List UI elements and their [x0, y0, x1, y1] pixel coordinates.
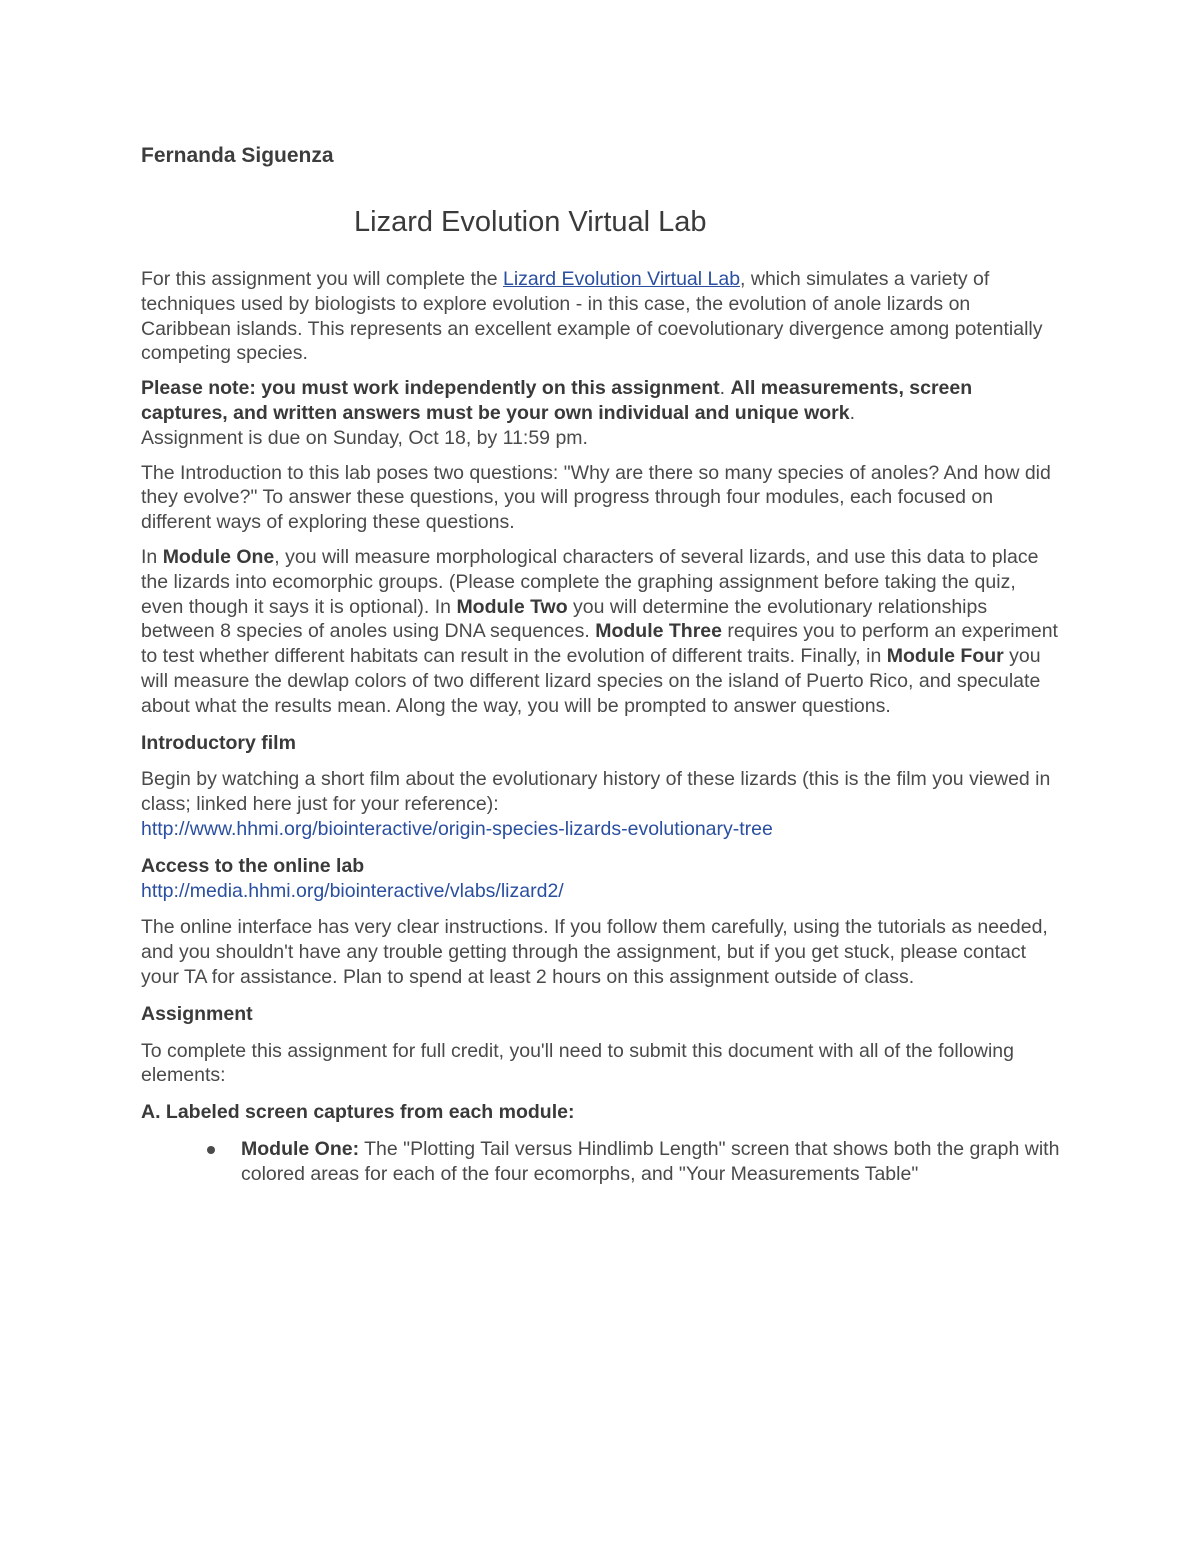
modules-text-1: In	[141, 545, 163, 568]
film-text: Begin by watching a short film about the evolutionary history of these lizards (this is the film you viewed in class; linked here just for your reference):	[141, 768, 1051, 816]
modules-text-5: you will measure the dewlap colors of two different lizard species on the island of Puerto Rico, and speculate about what the results mean. Along the way, you will be prompted to answer questions.	[141, 645, 1041, 717]
module-two-label: Module Two	[456, 595, 568, 618]
assignment-heading: Assignment	[141, 1002, 253, 1025]
film-heading: Introductory film	[141, 731, 296, 754]
bullet-label: Module One:	[241, 1137, 360, 1160]
module-one-label: Module One	[162, 545, 275, 568]
bullet-icon	[207, 1146, 215, 1154]
modules-text-4: requires you to perform an experiment to test whether different habitats can result in the evolution of different traits. Finally, in	[141, 620, 1058, 668]
intro-paragraph	[141, 267, 1061, 366]
film-paragraph	[141, 767, 1061, 841]
interface-paragraph: The online interface has very clear instructions. If you follow them carefully, using the tutorials as needed, and you shouldn't have any trouble getting through the assignment, but if you get stuck, please contact your TA for assistance. Plan to spend at least 2 hours on this assignment outside of class.	[141, 916, 1048, 988]
access-heading: Access to the online lab	[141, 854, 365, 877]
module-four-label: Module Four	[886, 645, 1004, 668]
author-name: Fernanda Siguenza	[141, 144, 334, 167]
modules-text-3: you will determine the evolutionary relationships between 8 species of anoles using DNA sequences.	[141, 595, 988, 643]
document-page	[141, 140, 1061, 1187]
screen-capture-list	[141, 1137, 1061, 1187]
modules-text-2: , you will measure morphological characters of several lizards, and use this data to place the lizards into ecomorphic groups. (Please complete the graphing assignment before taking the quiz, even though it says it is optional). In	[141, 545, 1039, 618]
note-sep-1: .	[719, 377, 731, 400]
list-item	[241, 1137, 1061, 1187]
intro-text-start: For this assignment you will complete the	[141, 268, 503, 290]
questions-paragraph: The Introduction to this lab poses two questions: "Why are there so many species of anoles? And how did they evolve?" To answer these questions, you will progress through four modules, each focused on different ways of exploring these questions.	[141, 461, 1051, 534]
assignment-paragraph: To complete this assignment for full credit, you'll need to submit this document with all of the following elements:	[141, 1039, 1014, 1087]
access-link[interactable]: http://media.hhmi.org/biointeractive/vlabs/lizard2/	[141, 879, 564, 902]
intro-text-end: , which simulates a variety of techniques used by biologists to explore evolution - in this case, the evolution of anole lizards on Caribbean islands. This represents an excellent example of coevolutionary divergence among potentially competing species.	[141, 268, 1043, 365]
note-bold-2: All measurements, screen captures, and written answers must be your own individual and unique work	[141, 377, 973, 424]
note-bold-1: Please note: you must work independently on this assignment	[141, 377, 720, 400]
note-sep-2: .	[849, 401, 856, 424]
page-title: Lizard Evolution Virtual Lab	[354, 206, 707, 238]
due-date: Assignment is due on Sunday, Oct 18, by 11:59 pm.	[141, 426, 588, 449]
modules-paragraph	[141, 545, 1061, 719]
lab-link[interactable]: Lizard Evolution Virtual Lab	[503, 268, 741, 290]
film-link[interactable]: http://www.hhmi.org/biointeractive/origin-species-lizards-evolutionary-tree	[141, 817, 773, 840]
access-link-line	[141, 879, 1061, 904]
module-three-label: Module Three	[595, 620, 722, 643]
section-a-heading: A. Labeled screen captures from each module:	[141, 1101, 575, 1124]
bullet-text: The "Plotting Tail versus Hindlimb Length" screen that shows both the graph with colored areas for each of the four ecomorphs, and "Your Measurements Table"	[241, 1137, 1060, 1185]
note-paragraph	[141, 376, 1061, 450]
